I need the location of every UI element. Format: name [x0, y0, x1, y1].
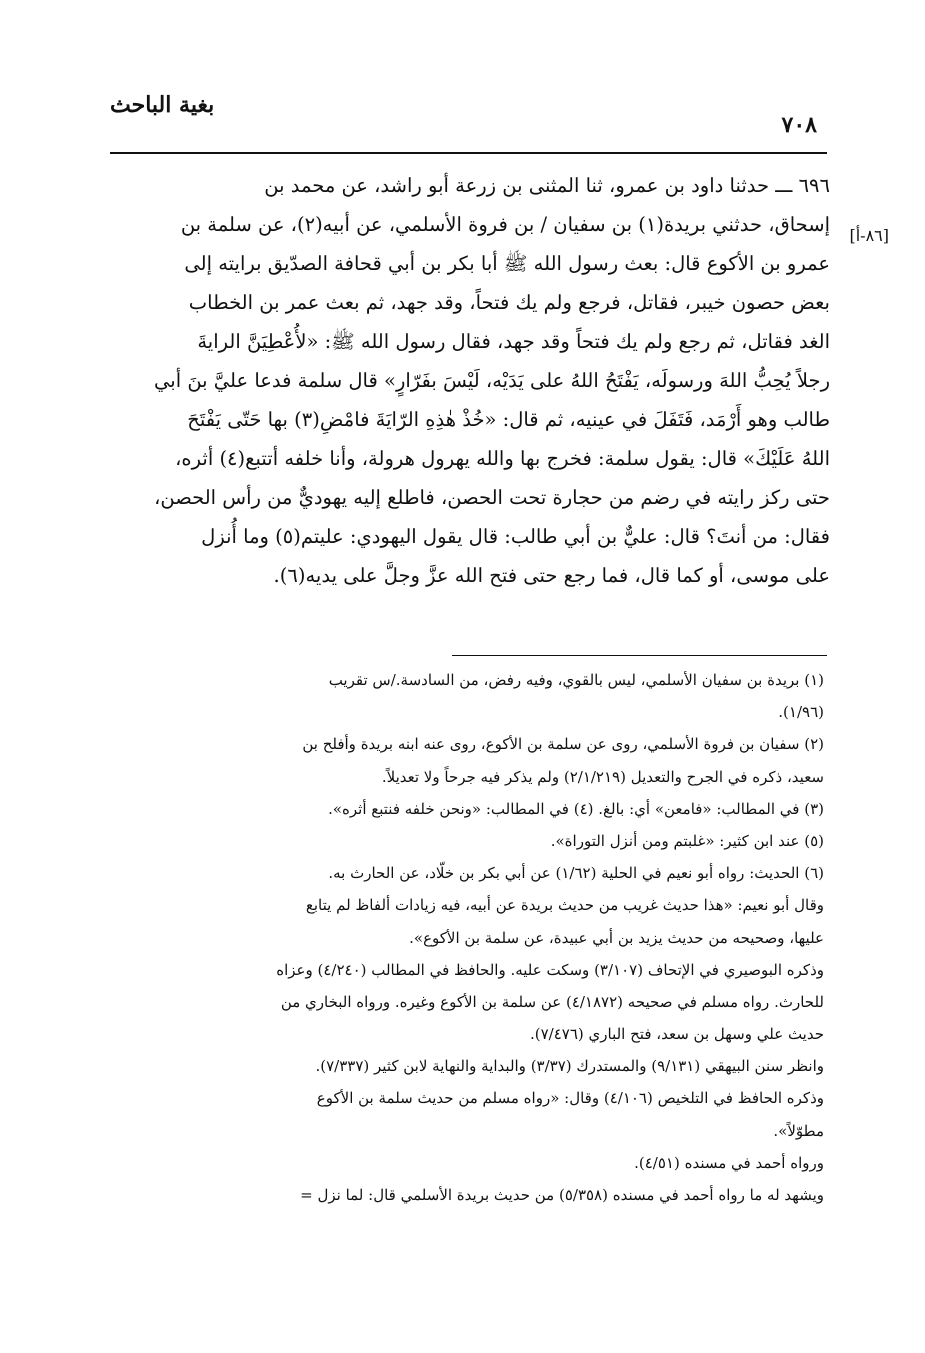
footnote-line: وذكره الحافظ في التلخيص (٤/١٠٦) وقال: «رواه مسلم من حديث سلمة بن الأكوع: [316, 1089, 824, 1108]
body-line: ٦٩٦ ـــ حدثنا داود بن عمرو، ثنا المثنى بن زرعة أبو راشد، عن محمد بن: [264, 174, 830, 197]
body-line: حتى ركز رايته في رضم من حجارة تحت الحصن، فاطلع إليه يهوديٌّ من رأس الحصن،: [154, 486, 830, 509]
margin-folio-note: [٨٦-أ]: [849, 226, 889, 245]
body-line: إسحاق، حدثني بريدة(١) بن سفيان / بن فروة الأسلمي، عن أبيه(٢)، عن سلمة بن: [180, 213, 830, 236]
body-line: فقال: من أنتَ؟ قال: عليٌّ بن أبي طالب: قال يقول اليهودي: عليتم(٥) وما أُنزل: [201, 525, 830, 548]
footnote-line: (٥) عند ابن كثير: «غلبتم ومن أنزل التوراة».: [550, 831, 824, 850]
footnote-line: وانظر سنن البيهقي (٩/١٣١) والمستدرك (٣/٣٧) والبداية والنهاية لابن كثير (٧/٣٣٧).: [315, 1057, 824, 1076]
footnote-line: (١/٩٦).: [778, 703, 824, 722]
running-title: بغية الباحث: [110, 92, 215, 118]
body-line: طالب وهو أَرْمَد، فَتَفَلَ في عينيه، ثم قال: «خُذْ هٰذِهِ الرّايَةَ فامْضِ(٣) بها حَتّى يَفْتَحَ: [187, 408, 830, 431]
footnote-line: للحارث. رواه مسلم في صحيحه (٤/١٨٧٢) عن سلمة بن الأكوع وغيره. ورواه البخاري من: [280, 992, 824, 1011]
footnote-line: وذكره البوصيري في الإتحاف (٣/١٠٧) وسكت عليه. والحافظ في المطالب (٤/٢٤٠) وعزاه: [276, 960, 824, 979]
footnote-line: ورواه أحمد في مسنده (٤/٥١).: [634, 1153, 824, 1172]
footnote-divider: [452, 655, 827, 656]
body-line: بعض حصون خيبر، فقاتل، فرجع ولم يك فتحاً، وقد جهد، ثم بعث عمر بن الخطاب: [188, 291, 830, 314]
footnote-line: (٣) في المطالب: «فامعن» أي: بالغ. (٤) في المطالب: «ونحن خلفه فنتبع أثره».: [328, 799, 824, 818]
header-divider: [110, 152, 827, 154]
footnote-line: عليها، وصحيحه من حديث يزيد بن أبي عبيدة، عن سلمة بن الأكوع».: [409, 928, 824, 947]
footnote-line: (٢) سفيان بن فروة الأسلمي، روى عن سلمة بن الأكوع، روى عنه ابنه بريدة وأفلح بن: [302, 735, 824, 754]
hadith-text: [104, 166, 830, 595]
body-line: الغد فقاتل، ثم رجع ولم يك فتحاً وقد جهد، فقال رسول الله ﷺ: «لأُعْطِيَنَّ الرايةَ: [197, 330, 830, 353]
body-line: عمرو بن الأكوع قال: بعث رسول الله ﷺ أبا بكر بن أبي قحافة الصدّيق برايته إلى: [184, 252, 830, 275]
footnote-line: (١) بريدة بن سفيان الأسلمي، ليس بالقوي، وفيه رفض، من السادسة./س تقريب: [328, 671, 824, 689]
page-number: ٧٠٨: [781, 112, 817, 138]
footnotes: [100, 664, 824, 1211]
body-line: على موسى، أو كما قال، فما رجع حتى فتح الله عزَّ وجلَّ على يديه(٦).: [273, 564, 830, 587]
body-line: رجلاً يُحِبُّ اللهَ ورسولَه، يَفْتَحُ اللهُ على يَدَيْه، لَيْسَ بفَرّارٍ» قال سلمة فدعا عليَّ بنَ أبي: [154, 369, 830, 392]
footnote-line: مطوّلاً».: [773, 1121, 824, 1140]
footnote-line: وقال أبو نعيم: «هذا حديث غريب من حديث بريدة عن أبيه، فيه زيادات ألفاظ لم يتابع: [305, 896, 824, 915]
footnote-line: سعيد، ذكره في الجرح والتعديل (٢/١/٢١٩) ولم يذكر فيه جرحاً ولا تعديلاً.: [381, 767, 824, 786]
body-line: اللهُ عَلَيْكَ» قال: يقول سلمة: فخرج بها والله يهرول هرولة، وأنا خلفه أتتبع(٤) أثره،: [175, 447, 830, 470]
footnote-line: ويشهد له ما رواه أحمد في مسنده (٥/٣٥٨) من حديث بريدة الأسلمي قال: لما نزل =: [300, 1186, 824, 1204]
footnote-line: حديث علي وسهل بن سعد، فتح الباري (٧/٤٧٦).: [530, 1025, 824, 1044]
footnote-line: (٦) الحديث: رواه أبو نعيم في الحلية (١/٦٢) عن أبي بكر بن خلّاد، عن الحارث به.: [328, 864, 824, 883]
